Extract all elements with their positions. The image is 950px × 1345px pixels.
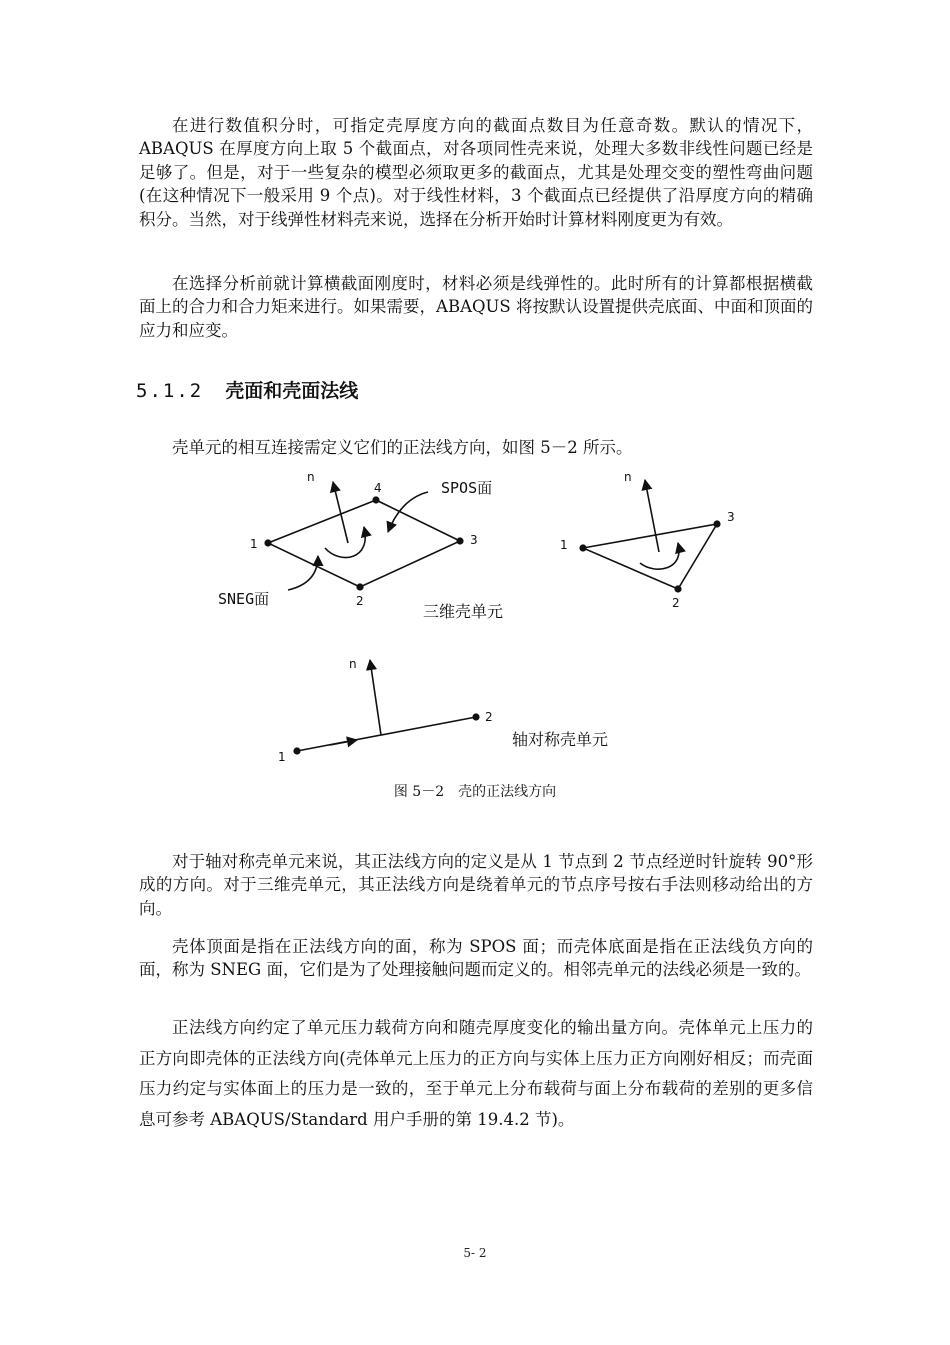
triangle-node-3-label: 3 [727, 510, 735, 524]
axisymmetric-shell-element [278, 657, 608, 764]
quad-normal-label: n [307, 470, 315, 484]
sneg-surface-label: SNEG面 [218, 590, 270, 608]
triangle-node-1-label: 1 [560, 538, 568, 552]
spos-pointer-arrow [388, 492, 428, 532]
axi-node-1-dot [293, 747, 300, 754]
quad-node-3-dot [456, 537, 463, 544]
quad-shell-element [218, 470, 492, 608]
axi-node-2-dot [472, 713, 479, 720]
axi-normal-arrow [370, 660, 381, 735]
quad-node-4-dot [372, 496, 379, 503]
sneg-pointer-arrow [288, 556, 318, 590]
label-axisymmetric-shell-element: 轴对称壳单元 [512, 730, 609, 749]
triangle-node-1-dot [579, 544, 586, 551]
triangle-shell-element [560, 470, 735, 610]
quad-node-4-label: 4 [374, 481, 382, 495]
section-title: 壳面和壳面法线 [225, 380, 359, 402]
paragraph-spos-sneg: 壳体顶面是指在正法线方向的面，称为 SPOS 面；而壳体底面是指在正法线负方向的面，称为 SNEG 面，它们是为了处理接触问题而定义的。相邻壳单元的法线必须是一致的。 [139, 937, 813, 980]
paragraph-axisymmetric-normal: 对于轴对称壳单元来说，其正法线方向的定义是从 1 节点到 2 节点经逆时针旋转 90°形成的方向。对于三维壳单元，其正法线方向是绕着单元的节点序号按右手法则移动给出的方向。 [139, 852, 813, 918]
figure-intro-text: 壳单元的相互连接需定义它们的正法线方向，如图 5－2 所示。 [172, 438, 633, 457]
page-number: 5- 2 [463, 1246, 487, 1260]
triangle-normal-label: n [624, 470, 632, 484]
paragraph-pressure-direction: 正法线方向约定了单元压力载荷方向和随壳厚度变化的输出量方向。壳体单元上压力的正方向即壳体的正法线方向(壳体单元上压力的正方向与实体上压力正方向刚好相反；而壳面压力约定与实体面上的压力是一致的，至于单元上分布载荷与面上分布载荷的差别的更多信息可参考 ABAQUS/Standard 用户手册的第 19.4.2 节)。 [139, 1018, 813, 1129]
quad-node-2-dot [356, 583, 363, 590]
figure-caption: 图 5－2 壳的正法线方向 [393, 784, 557, 800]
triangle-node-2-label: 2 [672, 596, 680, 610]
triangle-node-2-dot [674, 585, 681, 592]
spos-surface-label: SPOS面 [441, 479, 493, 497]
quad-node-1-label: 1 [250, 537, 258, 551]
axi-normal-label: n [349, 657, 357, 671]
axi-element-line [297, 717, 476, 751]
quad-node-3-label: 3 [470, 533, 478, 547]
axi-node-2-label: 2 [485, 710, 493, 724]
triangle-node-3-dot [713, 520, 720, 527]
triangle-normal-arrow [645, 480, 659, 552]
paragraph-integration-points: 在进行数值积分时，可指定壳厚度方向的截面点数目为任意奇数。默认的情况下，ABAQUS 在厚度方向上取 5 个截面点，对各项同性壳来说，处理大多数非线性问题已经是足够了。但是，对于一些复杂的模型必须取更多的截面点，尤其是处理交变的塑性弯曲问题(在这种情况下一般采用 9 个点)。对于线性材料，3 个截面点已经提供了沿厚度方向的精确积分。当然，对于线弹性材料壳来说，选择在分析开始时计算材料刚度更为有效。 [139, 116, 813, 229]
quad-node-1-dot [264, 539, 271, 546]
quad-node-2-label: 2 [356, 594, 364, 608]
label-3d-shell-element: 三维壳单元 [423, 602, 504, 621]
axi-node-1-label: 1 [278, 750, 286, 764]
section-number: 5.1.2 [136, 380, 204, 402]
triangle-rotation-arrow [640, 543, 679, 569]
paragraph-cross-section-stiffness: 在选择分析前就计算横截面刚度时，材料必须是线弹性的。此时所有的计算都根据横截面上的合力和合力矩来进行。如果需要，ABAQUS 将按默认设置提供壳底面、中面和顶面的应力和应变。 [139, 274, 813, 340]
triangle-element-outline [583, 524, 717, 589]
axi-direction-arrow [330, 740, 357, 745]
